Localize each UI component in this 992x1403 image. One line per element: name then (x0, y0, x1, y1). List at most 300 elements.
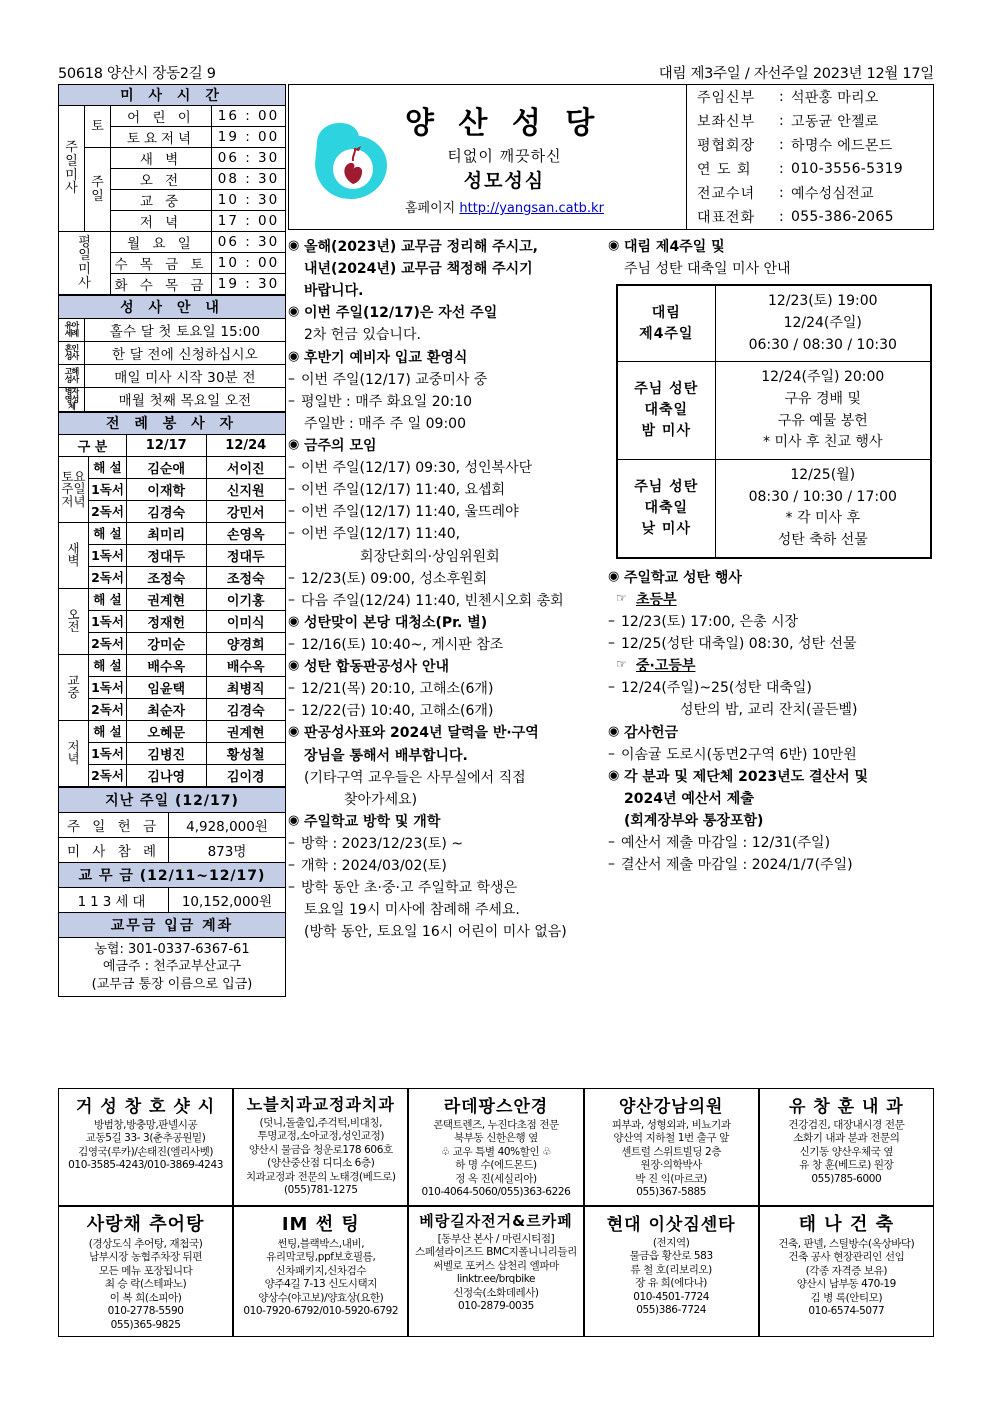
servers-name-d1: 김순애 (127, 456, 207, 478)
advertisement[interactable] (408, 1206, 583, 1337)
contact-info-box (686, 84, 934, 230)
servers-name-d2: 김이경 (206, 764, 286, 786)
dash-icon: – (288, 569, 295, 586)
servers-group: 오 전 (59, 588, 89, 654)
servers-name-d1: 권계현 (127, 588, 207, 610)
announcement-detail (288, 833, 606, 855)
bullet-icon: ◉ (288, 812, 300, 828)
ad-body (587, 1237, 756, 1318)
announcement-text: 각 분과 및 제단체 2023년도 결산서 및 (624, 768, 869, 785)
servers-name-d1: 최순자 (127, 698, 207, 720)
announcement-detail (288, 855, 606, 877)
announcement-text: 감사헌금 (624, 724, 679, 741)
ad-line: [동부산 본사 / 마린시티점] (437, 1233, 555, 1245)
ad-line: 010-2778-5590 (107, 1305, 184, 1318)
xmas-heading-line2: 주님 성탄 대축일 미사 안내 (624, 261, 791, 278)
last-sunday-value: 873명 (169, 837, 286, 862)
contact-colon: : (779, 89, 784, 105)
announcement-heading (288, 347, 606, 369)
announcement-text: 12/21(목) 20:10, 고해소(6개) (301, 681, 494, 698)
ad-line: 모든 메뉴 포장됩니다 (98, 1264, 193, 1277)
servers-name-d1: 김경숙 (127, 500, 207, 522)
ad-title: IM 썬 팅 (281, 1214, 360, 1235)
servers-row (59, 500, 286, 522)
ad-line: 055)386-7724 (636, 1304, 707, 1317)
ad-body (411, 1233, 580, 1314)
servers-group: 토요 주일 저녁 (59, 456, 89, 522)
contact-colon: : (779, 161, 784, 177)
servers-col-date1: 12/17 (127, 434, 207, 456)
contact-row (687, 109, 933, 133)
servers-header-row (59, 434, 286, 456)
mass-time: 10 : 30 (212, 190, 286, 211)
contact-key: 대표전화 (697, 210, 756, 226)
servers-role: 해 설 (89, 588, 127, 610)
mass-name: 토요저녁 (111, 127, 212, 148)
ad-line: (각종 자격증 보유) (805, 1264, 888, 1277)
contact-value: 고동균 안젤로 (791, 114, 879, 130)
last-sunday-title: 지난 주일 (12/17) (59, 787, 286, 812)
mass-name: 어 린 이 (111, 106, 212, 127)
ad-line: 센트럴 스위트빌딩 2층 (621, 1145, 722, 1158)
servers-row (59, 610, 286, 632)
announcement-heading (608, 766, 934, 788)
servers-row (59, 764, 286, 786)
homepage-url[interactable]: http://yangsan.catb.kr (459, 201, 604, 216)
announcement-text: 내년(2024년) 교무금 책정해 주시기 (304, 261, 533, 278)
servers-name-d1: 강미순 (127, 632, 207, 654)
servers-role: 1독서 (89, 610, 127, 632)
servers-role: 2독서 (89, 764, 127, 786)
servers-row (59, 720, 286, 742)
servers-name-d2: 김경숙 (206, 698, 286, 720)
announcement-detail (608, 854, 934, 876)
announcement-text: 주일학교 성탄 행사 (624, 569, 742, 586)
ad-title: 유 창 훈 내 과 (788, 1097, 904, 1117)
ad-line: 양산시 물금읍 청운로178 606호 (248, 1143, 393, 1156)
sacrament-row (59, 365, 286, 388)
parish-subtitle-2: 성모성심 (463, 170, 546, 192)
servers-row (59, 654, 286, 676)
ad-line: 양상수(야고보)/양효상(요한) (258, 1291, 384, 1304)
dash-icon: – (288, 481, 295, 498)
servers-role: 해 설 (89, 522, 127, 544)
announcement-text: 2024년 예산서 제출 (624, 790, 754, 807)
dues-row (59, 887, 286, 912)
ad-line: 055)785-6000 (811, 1172, 882, 1185)
servers-name-d2: 양경희 (206, 632, 286, 654)
servers-name-d1: 배수옥 (127, 654, 207, 676)
contact-value: 010-3556-5319 (791, 161, 903, 177)
xmas-label: 주님 성탄 대축일 낮 미사 (617, 460, 715, 558)
announcement-detail (288, 634, 606, 656)
announcement-text: 평일반 : 매주 화요일 20:10 (301, 393, 473, 410)
announcement-heading (288, 236, 606, 258)
announcement-detail (288, 479, 606, 501)
sacrament-value: 매월 첫째 목요일 오전 (85, 388, 286, 412)
announcement-text: 12/22(금) 10:40, 고해소(6개) (301, 703, 494, 720)
liturgical-servers-table (58, 412, 286, 787)
servers-row (59, 478, 286, 500)
christmas-mass-table (616, 284, 932, 559)
ad-line: 건축, 판넬, 스틸방수(옥상바닥) (778, 1238, 915, 1250)
contact-colon: : (779, 185, 784, 201)
sacrament-row (59, 342, 286, 365)
announcement-text: 개학 : 2024/03/02(토) (301, 858, 447, 875)
mass-time: 10 : 00 (212, 253, 286, 274)
mass-name: 새 벽 (111, 148, 212, 169)
advertisement[interactable] (58, 1088, 233, 1206)
announcement-heading (288, 302, 606, 324)
ad-line: 신기동 양산우체국 옆 (799, 1145, 894, 1158)
dash-icon: – (288, 879, 295, 896)
dues-amount: 10,152,000원 (169, 887, 286, 912)
ad-line: 박 진 익(마르코) (635, 1172, 708, 1185)
servers-row (59, 566, 286, 588)
right-announcements (608, 236, 934, 876)
servers-name-d1: 김병진 (127, 742, 207, 764)
servers-role: 해 설 (89, 654, 127, 676)
ad-line: 010-4064-5060/055)363-6226 (421, 1186, 571, 1199)
ad-line: 원장·의학박사 (640, 1159, 702, 1172)
servers-role: 해 설 (89, 456, 127, 478)
dash-icon: – (288, 370, 295, 387)
ad-line: 하 명 수(에드몬드) (455, 1159, 537, 1172)
ad-line: (경상도식 추어탕, 재첩국) (88, 1238, 203, 1250)
contact-value: 예수성심전교 (791, 186, 874, 202)
dash-icon: – (608, 679, 615, 696)
xmas-times: 12/24(주일) 20:00 구유 경배 및 구유 예물 봉헌 * 미사 후 친교 행사 (715, 362, 931, 460)
ad-line: 유리막코팅,ppf보호필름, (266, 1251, 376, 1264)
announcement-text: 장님을 통해서 배부합니다. (304, 747, 468, 764)
mass-subgroup-sat: 토 (85, 106, 111, 148)
dues-households: 113세대 (59, 887, 169, 912)
ad-line: 010-4501-7724 (633, 1290, 710, 1303)
servers-name-d2: 권계현 (206, 720, 286, 742)
servers-role: 1독서 (89, 676, 127, 698)
announcement-detail (608, 633, 934, 655)
advertisement[interactable] (584, 1088, 759, 1206)
servers-role: 2독서 (89, 698, 127, 720)
left-column (58, 84, 286, 997)
servers-name-d1: 조정숙 (127, 566, 207, 588)
announcement-text: 성탄의 밤, 교리 잔치(골든벨) (680, 702, 858, 719)
ad-body (762, 1238, 931, 1319)
servers-name-d1: 정재헌 (127, 610, 207, 632)
announcement-text: 회장단회의·상임위원회 (360, 548, 500, 565)
announcement-text: (회계장부와 통장포함) (624, 812, 764, 829)
ad-title: 베랑길자전거&르카페 (419, 1212, 573, 1230)
announcement-detail (288, 678, 606, 700)
announcement-text: 방학 : 2023/12/23(토) ~ (301, 835, 463, 852)
ad-line: 피부과, 성형외과, 비뇨기과 (611, 1119, 731, 1131)
ad-line: linktr.ee/brqbike (456, 1273, 536, 1286)
ad-line: (055)781-1275 (283, 1184, 358, 1197)
dash-icon: – (288, 392, 295, 409)
ad-line: 써벨로 포커스 삼천리 엘파마 (433, 1259, 559, 1272)
ad-line: 양산역 지하철 1번 출구 앞 (613, 1132, 729, 1145)
announcement-text: 12/16(토) 10:40~, 게시판 참조 (301, 636, 504, 653)
announcement-text: 금주의 모임 (304, 437, 377, 454)
account-title: 교무금 입금 계좌 (59, 912, 286, 937)
announcement-detail (608, 677, 934, 699)
servers-role: 1독서 (89, 742, 127, 764)
servers-role: 2독서 (89, 500, 127, 522)
ad-title: 현대 이삿짐센타 (606, 1215, 736, 1235)
announcement-heading (288, 811, 606, 833)
announcement-text: 이번 주일(12/17) 11:40, 울뜨레야 (301, 504, 519, 521)
parish-subtitle-1: 티없이 깨끗하신 (447, 147, 562, 165)
servers-title: 전 례 봉 사 자 (59, 412, 286, 434)
contact-row (687, 133, 933, 157)
advertisement[interactable] (233, 1206, 408, 1337)
bullet-icon: ◉ (608, 767, 620, 783)
pointing-hand-icon: ☞ (616, 590, 627, 605)
ad-line: (전지역) (652, 1237, 690, 1249)
ad-line: 양주4길 7-13 신도시택지 (264, 1278, 377, 1291)
sacrament-value: 한 달 전에 신청하십시오 (85, 342, 286, 365)
sacrament-label: 고해 성사 (59, 365, 85, 388)
announcement-text: 이번 주일(12/17) 09:30, 성인복사단 (301, 460, 533, 477)
dash-icon: – (608, 635, 615, 652)
announcement-text: 이번 주일(12/17) 11:40, 요셉회 (301, 482, 506, 499)
announcement-detail (288, 369, 606, 391)
announcement-text: 주일학교 방학 및 개학 (304, 813, 441, 830)
advertisement[interactable] (759, 1206, 934, 1337)
announcement-text: 이번 주일(12/17)은 자선 주일 (304, 305, 498, 322)
top-line (58, 62, 934, 83)
ad-body (236, 1238, 405, 1319)
bullet-icon: ◉ (608, 238, 620, 253)
advertisement[interactable] (58, 1206, 233, 1337)
ad-body (61, 1119, 230, 1173)
mass-time-row (59, 106, 286, 127)
announcement-detail (288, 590, 606, 612)
ad-line: 055)367-5885 (636, 1186, 707, 1199)
sacrament-title: 성 사 안 내 (59, 296, 286, 319)
mass-times-title: 미 사 시 간 (59, 85, 286, 106)
bullet-icon: ◉ (288, 304, 300, 320)
dash-icon: – (608, 856, 615, 873)
announcement-detail (288, 501, 606, 523)
contact-value: 석판홍 마리오 (791, 90, 879, 106)
ad-body (762, 1119, 931, 1186)
announcement-text: 후반기 예비자 입교 환영식 (304, 349, 468, 366)
advertisement[interactable] (233, 1088, 408, 1206)
announcement-text: 이솜귤 도로시(동면2구역 6반) 10만원 (621, 746, 857, 763)
servers-row (59, 698, 286, 720)
servers-name-d2: 서이진 (206, 456, 286, 478)
ad-line: 유 창 훈(베드로) 원장 (799, 1159, 894, 1172)
contact-colon: : (779, 137, 784, 153)
servers-name-d2: 황성철 (206, 742, 286, 764)
ad-line: 김영국(루카)/손태진(엘리사벳) (78, 1145, 214, 1158)
servers-col-division: 구 분 (59, 434, 127, 456)
announcement-subheading (608, 655, 934, 677)
ad-line: 투명교정,소아교정,성인교정) (257, 1130, 385, 1143)
parish-address: 50618 양산시 장동2길 9 (58, 66, 216, 82)
servers-name-d1: 임윤택 (127, 676, 207, 698)
servers-row (59, 522, 286, 544)
ad-line: 남부시장 농협주차장 뒤편 (89, 1251, 203, 1264)
ad-line: 류 철 호(리보리오) (630, 1263, 712, 1276)
servers-role: 해 설 (89, 720, 127, 742)
ad-line: 소화기 내과 분과 전문의 (793, 1132, 900, 1145)
announcement-text: (기타구역 교우들은 사무실에서 직접 (304, 769, 526, 786)
announcement-text: 바랍니다. (304, 283, 364, 300)
advertisement[interactable] (759, 1088, 934, 1206)
servers-name-d2: 이미식 (206, 610, 286, 632)
contact-key: 주임신부 (697, 90, 756, 106)
announcement-text: 성탄맞이 본당 대청소(Pr. 별) (304, 614, 488, 631)
contact-value: 055-386-2065 (791, 209, 894, 225)
servers-group: 새 벽 (59, 522, 89, 588)
ad-line: 정 옥 진(세실리아) (455, 1172, 537, 1185)
servers-name-d2: 손영옥 (206, 522, 286, 544)
announcement-heading (288, 435, 606, 457)
bullet-icon: ◉ (288, 613, 300, 629)
xmas-label: 주님 성탄 대축일 밤 미사 (617, 362, 715, 460)
bullet-icon: ◉ (608, 723, 620, 739)
ad-line: 010-3585-4243/010-3869-4243 (68, 1159, 224, 1172)
last-sunday-label: 주 일 헌 금 (59, 812, 169, 837)
ad-line: 055)365-9825 (110, 1318, 181, 1331)
announcement-text: 12/24(주일)~25(성탄 대축일) (621, 680, 812, 697)
dash-icon: – (288, 635, 295, 652)
ad-title: 라데팡스안경 (443, 1097, 549, 1117)
announcement-heading (608, 567, 934, 589)
xmas-times: 12/23(토) 19:00 12/24(주일) 06:30 / 08:30 / 10:30 (715, 285, 931, 362)
mass-name: 교 중 (111, 190, 212, 211)
parish-name: 양 산 성 당 (405, 106, 602, 141)
ad-line: 물금읍 황산로 583 (629, 1250, 713, 1263)
announcement-text: 결산서 제출 마감일 : 2024/1/7(주일) (621, 857, 853, 874)
bullet-icon: ◉ (288, 724, 300, 740)
ad-body (587, 1119, 756, 1200)
advertisement[interactable] (584, 1206, 759, 1337)
announcement-text: 방학 동안 초·중·고 주일학교 학생은 (301, 880, 518, 897)
servers-name-d1: 오혜문 (127, 720, 207, 742)
bullet-icon: ◉ (288, 238, 300, 253)
sacrament-label: 혼인 성사 (59, 342, 85, 365)
ad-line: 스페셜라이즈드 BMC지폴니니리들리 (415, 1246, 577, 1259)
middle-announcements (288, 236, 606, 944)
bullet-icon: ◉ (288, 348, 300, 364)
ad-row-2 (58, 1206, 934, 1337)
pointing-hand-icon: ☞ (616, 657, 627, 672)
ad-line: 010-6574-5077 (808, 1305, 885, 1318)
mass-time: 16 : 00 (212, 106, 286, 127)
announcement-text: 예산서 제출 마감일 : 12/31(주일) (621, 835, 831, 852)
ad-line: (양산중산점 디디소 6층) (267, 1157, 375, 1170)
servers-name-d1: 김나영 (127, 764, 207, 786)
servers-name-d1: 정대두 (127, 544, 207, 566)
contact-row (687, 85, 933, 109)
ad-line: 건강검진, 대장내시경 전문 (788, 1119, 905, 1131)
dash-icon: – (288, 834, 295, 851)
mass-time: 19 : 30 (212, 274, 286, 295)
announcement-detail (288, 700, 606, 722)
contact-key: 연 도 회 (697, 162, 752, 178)
contact-key: 보좌신부 (697, 114, 756, 130)
announcement-heading (608, 722, 934, 744)
dash-icon: – (608, 745, 615, 762)
xmas-heading (608, 236, 934, 258)
announcement-detail (608, 744, 934, 766)
xmas-times: 12/25(월) 08:30 / 10:30 / 17:00 * 각 미사 후 성탄 축하 선물 (715, 460, 931, 558)
contact-row (687, 157, 933, 181)
dash-icon: – (288, 591, 295, 608)
contact-colon: : (779, 209, 784, 225)
homepage-label: 홈페이지 (405, 201, 456, 216)
servers-name-d1: 이재학 (127, 478, 207, 500)
servers-row (59, 544, 286, 566)
xmas-heading-line1: 대림 제4주일 및 (624, 239, 725, 255)
mass-name: 수 목 금 토 (111, 253, 212, 274)
ad-body (61, 1238, 230, 1332)
servers-name-d2: 배수옥 (206, 654, 286, 676)
ad-line: 교동5길 33- 3(춘추공원밑) (85, 1132, 206, 1145)
mass-subgroup-sun: 주 일 (85, 148, 111, 232)
sacrament-table (58, 295, 286, 412)
announcement-text: 다음 주일(12/24) 11:40, 빈첸시오회 총회 (301, 592, 564, 609)
xmas-row (617, 460, 931, 558)
announcement-detail (288, 523, 606, 545)
dash-icon: – (288, 702, 295, 719)
dash-icon: – (288, 503, 295, 520)
offering-table (58, 787, 286, 998)
announcement-text: 12/23(토) 17:00, 은총 시장 (621, 614, 799, 630)
advertisements (58, 1088, 934, 1337)
announcement-detail (608, 611, 934, 633)
sacrament-row (59, 319, 286, 342)
ad-line: 신정숙(소화데레사) (453, 1286, 539, 1299)
servers-row (59, 742, 286, 764)
announcement-text: 12/23(토) 09:00, 성소후원회 (301, 570, 488, 587)
announcement-text: 중·고등부 (636, 658, 696, 675)
ad-line: 이 복 희(소피아) (109, 1291, 182, 1304)
ad-line: 콘택트렌즈, 누진다초점 전문 (433, 1119, 559, 1131)
advertisement[interactable] (408, 1088, 583, 1206)
last-sunday-value: 4,928,000원 (169, 812, 286, 837)
contact-row (687, 205, 933, 229)
announcement-text: 주일반 : 매주 주 일 09:00 (304, 415, 466, 432)
announcement-text: 초등부 (636, 591, 677, 608)
bullet-icon: ◉ (288, 436, 300, 452)
ad-line: (덧니,돌출입,주걱턱,비대칭, (259, 1117, 383, 1129)
last-sunday-row (59, 837, 286, 862)
ad-body (236, 1117, 405, 1198)
bulletin-date: 대림 제3주일 / 자선주일 2023년 12월 17일 (658, 66, 934, 82)
announcement-text: 토요일 19시 미사에 참례해 주세요. (304, 902, 520, 919)
mass-time-row (59, 148, 286, 169)
dash-icon: – (288, 525, 295, 542)
ad-line: 치과교정과 전문의 노태경(베드로) (245, 1170, 396, 1183)
announcement-text: (방학 동안, 토요일 16시 어린이 미사 없음) (304, 924, 567, 941)
dash-icon: – (288, 857, 295, 874)
sacrament-value: 홀수 달 첫 토요일 15:00 (85, 319, 286, 342)
contact-colon: : (779, 113, 784, 129)
last-sunday-row (59, 812, 286, 837)
mass-time: 17 : 00 (212, 211, 286, 232)
mass-time: 19 : 00 (212, 127, 286, 148)
ad-line: 김 병 록(안티모) (810, 1291, 883, 1304)
announcement-text: 성탄 합동판공성사 안내 (304, 659, 449, 676)
servers-name-d2: 신지원 (206, 478, 286, 500)
servers-role: 2독서 (89, 632, 127, 654)
bullet-icon: ◉ (288, 658, 300, 674)
ad-title: 거 성 창 호 샷 시 (76, 1097, 216, 1117)
